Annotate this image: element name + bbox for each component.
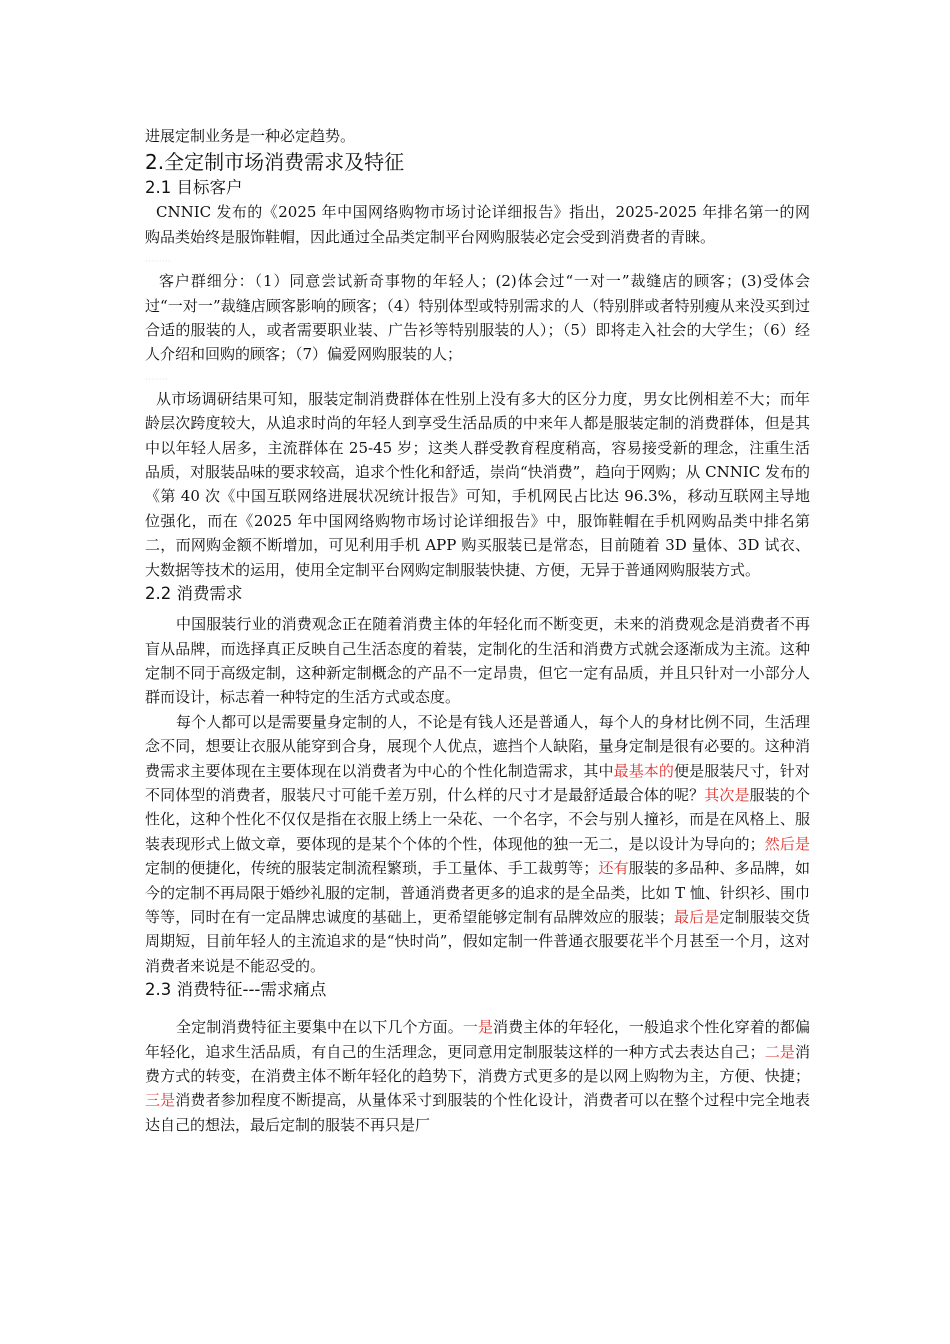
emphasis-first: 一是	[462, 1018, 494, 1037]
section-2-3-heading: 2.3 消费特征---需求痛点	[145, 980, 327, 1000]
section-2-1-heading: 2.1 目标客户	[145, 178, 243, 198]
consumer-feature-paragraph	[145, 1015, 810, 1137]
customer-segment-paragraph: 客户群细分：（1）同意尝试新奇事物的年轻人；(2)体会过“一对一”裁缝店的顾客；(3)受体会过“一对一”裁缝店顾客影响的顾客；（4）特别体型或特别需求的人（特别胖或者特别瘦从来没买到过合适的服装的人，或者需要职业装、广告衫等特别服装的人）；（5）即将走入社会的大学生；（6）经人介绍和回购的顾客；（7）偏爱网购服装的人；	[145, 272, 810, 364]
feature-text-2: 消费主体的年轻化，一般追求个性化穿着的都偏年轻化，追求生活品质，有自己的生活理念，更同意用定制服装这样的一种方式去表达自己；	[145, 1018, 810, 1061]
demand-text-4: 定制的便捷化，传统的服装定制流程繁琐，手工量体、手工裁剪等；	[145, 859, 599, 878]
demand-text-2: 便是服装尺寸，针对不同体型的消费者，服装尺寸可能千差万别，什么样的尺寸才是最舒适最合体的呢？	[145, 761, 810, 804]
intro-paragraph: 进展定制业务是一种必定趋势。	[145, 127, 356, 145]
demand-text-5: 服装的多品种、多品牌，如今的定制不再局限于婚纱礼服的定制，普通消费者更多的追求的是全品类，比如 T 恤、针织衫、围巾等等，同时在有一定品牌忠诚度的基础上，更希望能够定制有品牌效应的服装；	[145, 859, 810, 926]
consumption-concept-paragraph: 中国服装行业的消费观念正在随着消费主体的年轻化而不断变更，未来的消费观念是消费者不再盲从品牌，而选择真正反映自己生活态度的着装，定制化的生活和消费方式就会逐渐成为主流。这种定制不同于高级定制，这种新定制概念的产品不一定昂贵，但它一定有品质，并且只针对一小部分人群而设计，标志着一种特定的生活方式或态度。	[145, 615, 810, 707]
emphasis-secondly: 其次是	[704, 785, 750, 804]
market-research-paragraph: 从市场调研结果可知，服装定制消费群体在性别上没有多大的区分力度，男女比例相差不大；而年龄层次跨度较大，从追求时尚的年轻人到享受生活品质的中来年人都是服装定制的消费群体，但是其中以年轻人居多，主流群体在 25-45 岁；这类人群受教育程度稍高，容易接受新的理念，注重生活品质，对服装品味的要求较高，追求个性化和舒适，崇尚“快消费”，趋向于网购；从 CNNIC 发布的《第 40 次《中国互联网络进展状况统计报告》可知，手机网民占比达 96.3%，移动互联网主导地位强化，而在《2025 年中国网络购物市场讨论详细报告》中，服饰鞋帽在手机网购品类中排名第二，而网购金额不断增加，可见利用手机 APP 购买服装已是常态，目前随着 3D 量体、3D 试衣、大数据等技术的运用，使用全定制平台网购定制服装快捷、方便，无异于普通网购服装方式。	[145, 389, 811, 579]
custom-demand-paragraph	[145, 710, 810, 978]
emphasis-most-basic: 最基本的	[613, 761, 675, 780]
section-2-heading: 2.全定制市场消费需求及特征	[145, 150, 405, 175]
demand-text-3: 服装的个性化，这种个性化不仅仅是指在衣服上绣上一朵花、一个名字，不会与别人撞衫，而是在风格上、服装表现形式上做文章，要体现的是某个个体的个性，体现他的独一无二，是以设计为导向的；	[145, 785, 810, 853]
emphasis-third: 三是	[145, 1091, 176, 1110]
feature-text-1: 全定制消费特征主要集中在以下几个方面。	[176, 1018, 463, 1037]
faint-watermark-mark: ········	[145, 374, 168, 385]
target-customer-paragraph: CNNIC 发布的《2025 年中国网络购物市场讨论详细报告》指出，2025-2025 年排名第一的网购品类始终是服饰鞋帽，因此通过全品类定制平台网购服装必定会受到消费者的青睐。	[145, 203, 810, 246]
feature-text-4: 消费者参加程度不断提高，从量体采寸到服装的个性化设计，消费者可以在整个过程中完全地表达自己的想法，最后定制的服装不再只是厂	[145, 1091, 810, 1134]
demand-text-1: 每个人都可以是需要量身定制的人，不论是有钱人还是普通人，每个人的身材比例不同，生活理念不同，想要让衣服从能穿到合身，展现个人优点，遮挡个人缺陷，量身定制是很有必要的。这种消费需求主要体现在主要体现在以消费者为中心的个性化制造需求，其中	[145, 712, 810, 780]
emphasis-then: 然后是	[764, 834, 810, 853]
emphasis-also: 还有	[598, 859, 629, 878]
emphasis-finally: 最后是	[673, 907, 720, 926]
section-2-2-heading: 2.2 消费需求	[145, 584, 243, 604]
document-page	[145, 124, 810, 1137]
demand-text-6: 定制服装交货周期短，目前年轻人的主流追求的是“快时尚”，假如定制一件普通衣服要花半个月甚至一个月，这对消费者来说是不能忍受的。	[145, 907, 810, 975]
emphasis-second: 二是	[764, 1042, 795, 1061]
feature-text-3: 消费方式的转变，在消费主体不断年轻化的趋势下，消费方式更多的是以网上购物为主，方便、快捷；	[145, 1042, 810, 1085]
faint-watermark-mark: ·········	[145, 257, 171, 268]
